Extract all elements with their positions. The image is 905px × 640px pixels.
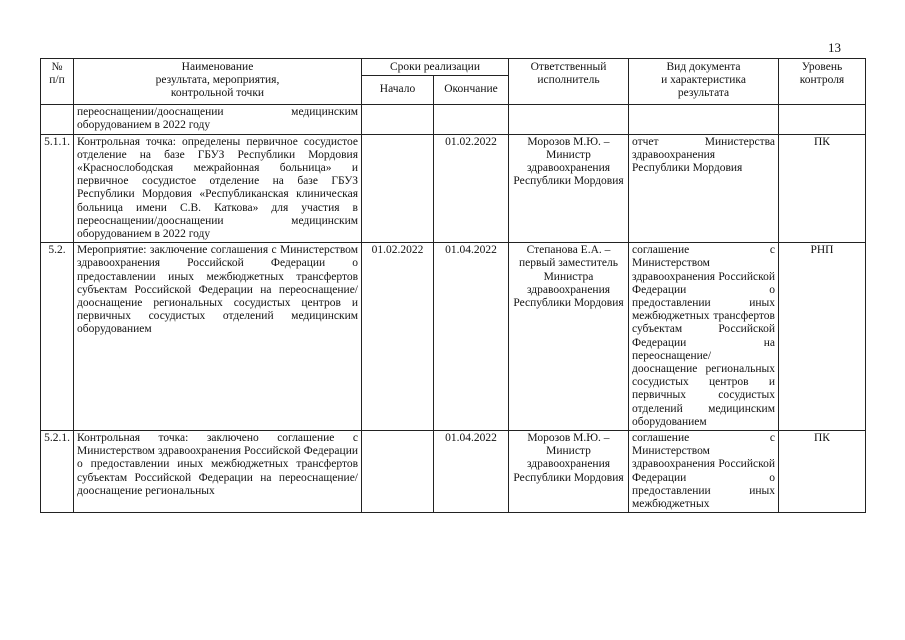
header-end: Окончание	[434, 76, 509, 105]
row-num: 5.2.1.	[41, 431, 74, 513]
row-responsible	[509, 105, 629, 134]
row-start	[362, 105, 434, 134]
row-responsible: Степанова Е.А. – первый заместитель Министра здравоохранения Республики Мордовия	[509, 243, 629, 431]
row-end	[434, 105, 509, 134]
header-control-level: Уровень контроля	[779, 59, 866, 105]
table-row	[41, 134, 866, 243]
header-start: Начало	[362, 76, 434, 105]
row-end: 01.02.2022	[434, 134, 509, 243]
row-responsible: Морозов М.Ю. – Министр здравоохранения Республики Мордовия	[509, 134, 629, 243]
row-start	[362, 431, 434, 513]
row-end: 01.04.2022	[434, 431, 509, 513]
header-row	[41, 59, 866, 76]
plan-table	[40, 58, 866, 513]
row-level: РНП	[779, 243, 866, 431]
row-name: Мероприятие: заключение соглашения с Министерством здравоохранения Российской Федерации о предоставлении иных межбюджетных трансфертов субъектам Российской Федерации на переоснащение/дооснащение региональных сосудистых центров и первичных сосудистых отделений медицинским оборудованием	[74, 243, 362, 431]
row-level: ПК	[779, 134, 866, 243]
row-name: переоснащении/дооснащении медицинским оборудованием в 2022 году	[74, 105, 362, 134]
row-num	[41, 105, 74, 134]
row-doc: отчет Министерства здравоохранения Республики Мордовия	[629, 134, 779, 243]
row-name: Контрольная точка: заключено соглашение с Министерством здравоохранения Российской Федерации о предоставлении иных межбюджетных трансфертов субъектам Российской Федерации на переоснащение/дооснащение региональных	[74, 431, 362, 513]
table-row	[41, 243, 866, 431]
row-level: ПК	[779, 431, 866, 513]
row-name: Контрольная точка: определены первичное сосудистое отделение на базе ГБУЗ Республики Мордовия «Краснослободская межрайонная больница» и первичное сосудистое отделение на базе ГБУЗ Республики Мордовия «Республиканская клиническая больница имени С.В. Каткова» для участия в переоснащении/дооснащении медицинским оборудованием в 2022 году	[74, 134, 362, 243]
row-level	[779, 105, 866, 134]
page-number: 13	[828, 40, 841, 55]
table-row	[41, 105, 866, 134]
row-end: 01.04.2022	[434, 243, 509, 431]
table-row	[41, 431, 866, 513]
row-doc: соглашение с Министерством здравоохранения Российской Федерации о предоставлении иных межбюджетных трансфертов субъектам Российской Федерации на переоснащение/ дооснащение региональных сосудистых центров и первичных сосудистых отделений медицинским оборудованием	[629, 243, 779, 431]
header-responsible: Ответственный исполнитель	[509, 59, 629, 105]
row-doc	[629, 105, 779, 134]
row-num: 5.1.1.	[41, 134, 74, 243]
row-num: 5.2.	[41, 243, 74, 431]
header-terms: Сроки реализации	[362, 59, 509, 76]
row-start	[362, 134, 434, 243]
header-num: № п/п	[41, 59, 74, 105]
header-name: Наименование результата, мероприятия, контрольной точки	[74, 59, 362, 105]
row-responsible: Морозов М.Ю. – Министр здравоохранения Республики Мордовия	[509, 431, 629, 513]
header-doc-type: Вид документа и характеристика результата	[629, 59, 779, 105]
row-start: 01.02.2022	[362, 243, 434, 431]
row-doc: соглашение с Министерством здравоохранения Российской Федерации о предоставлении иных межбюджетных	[629, 431, 779, 513]
